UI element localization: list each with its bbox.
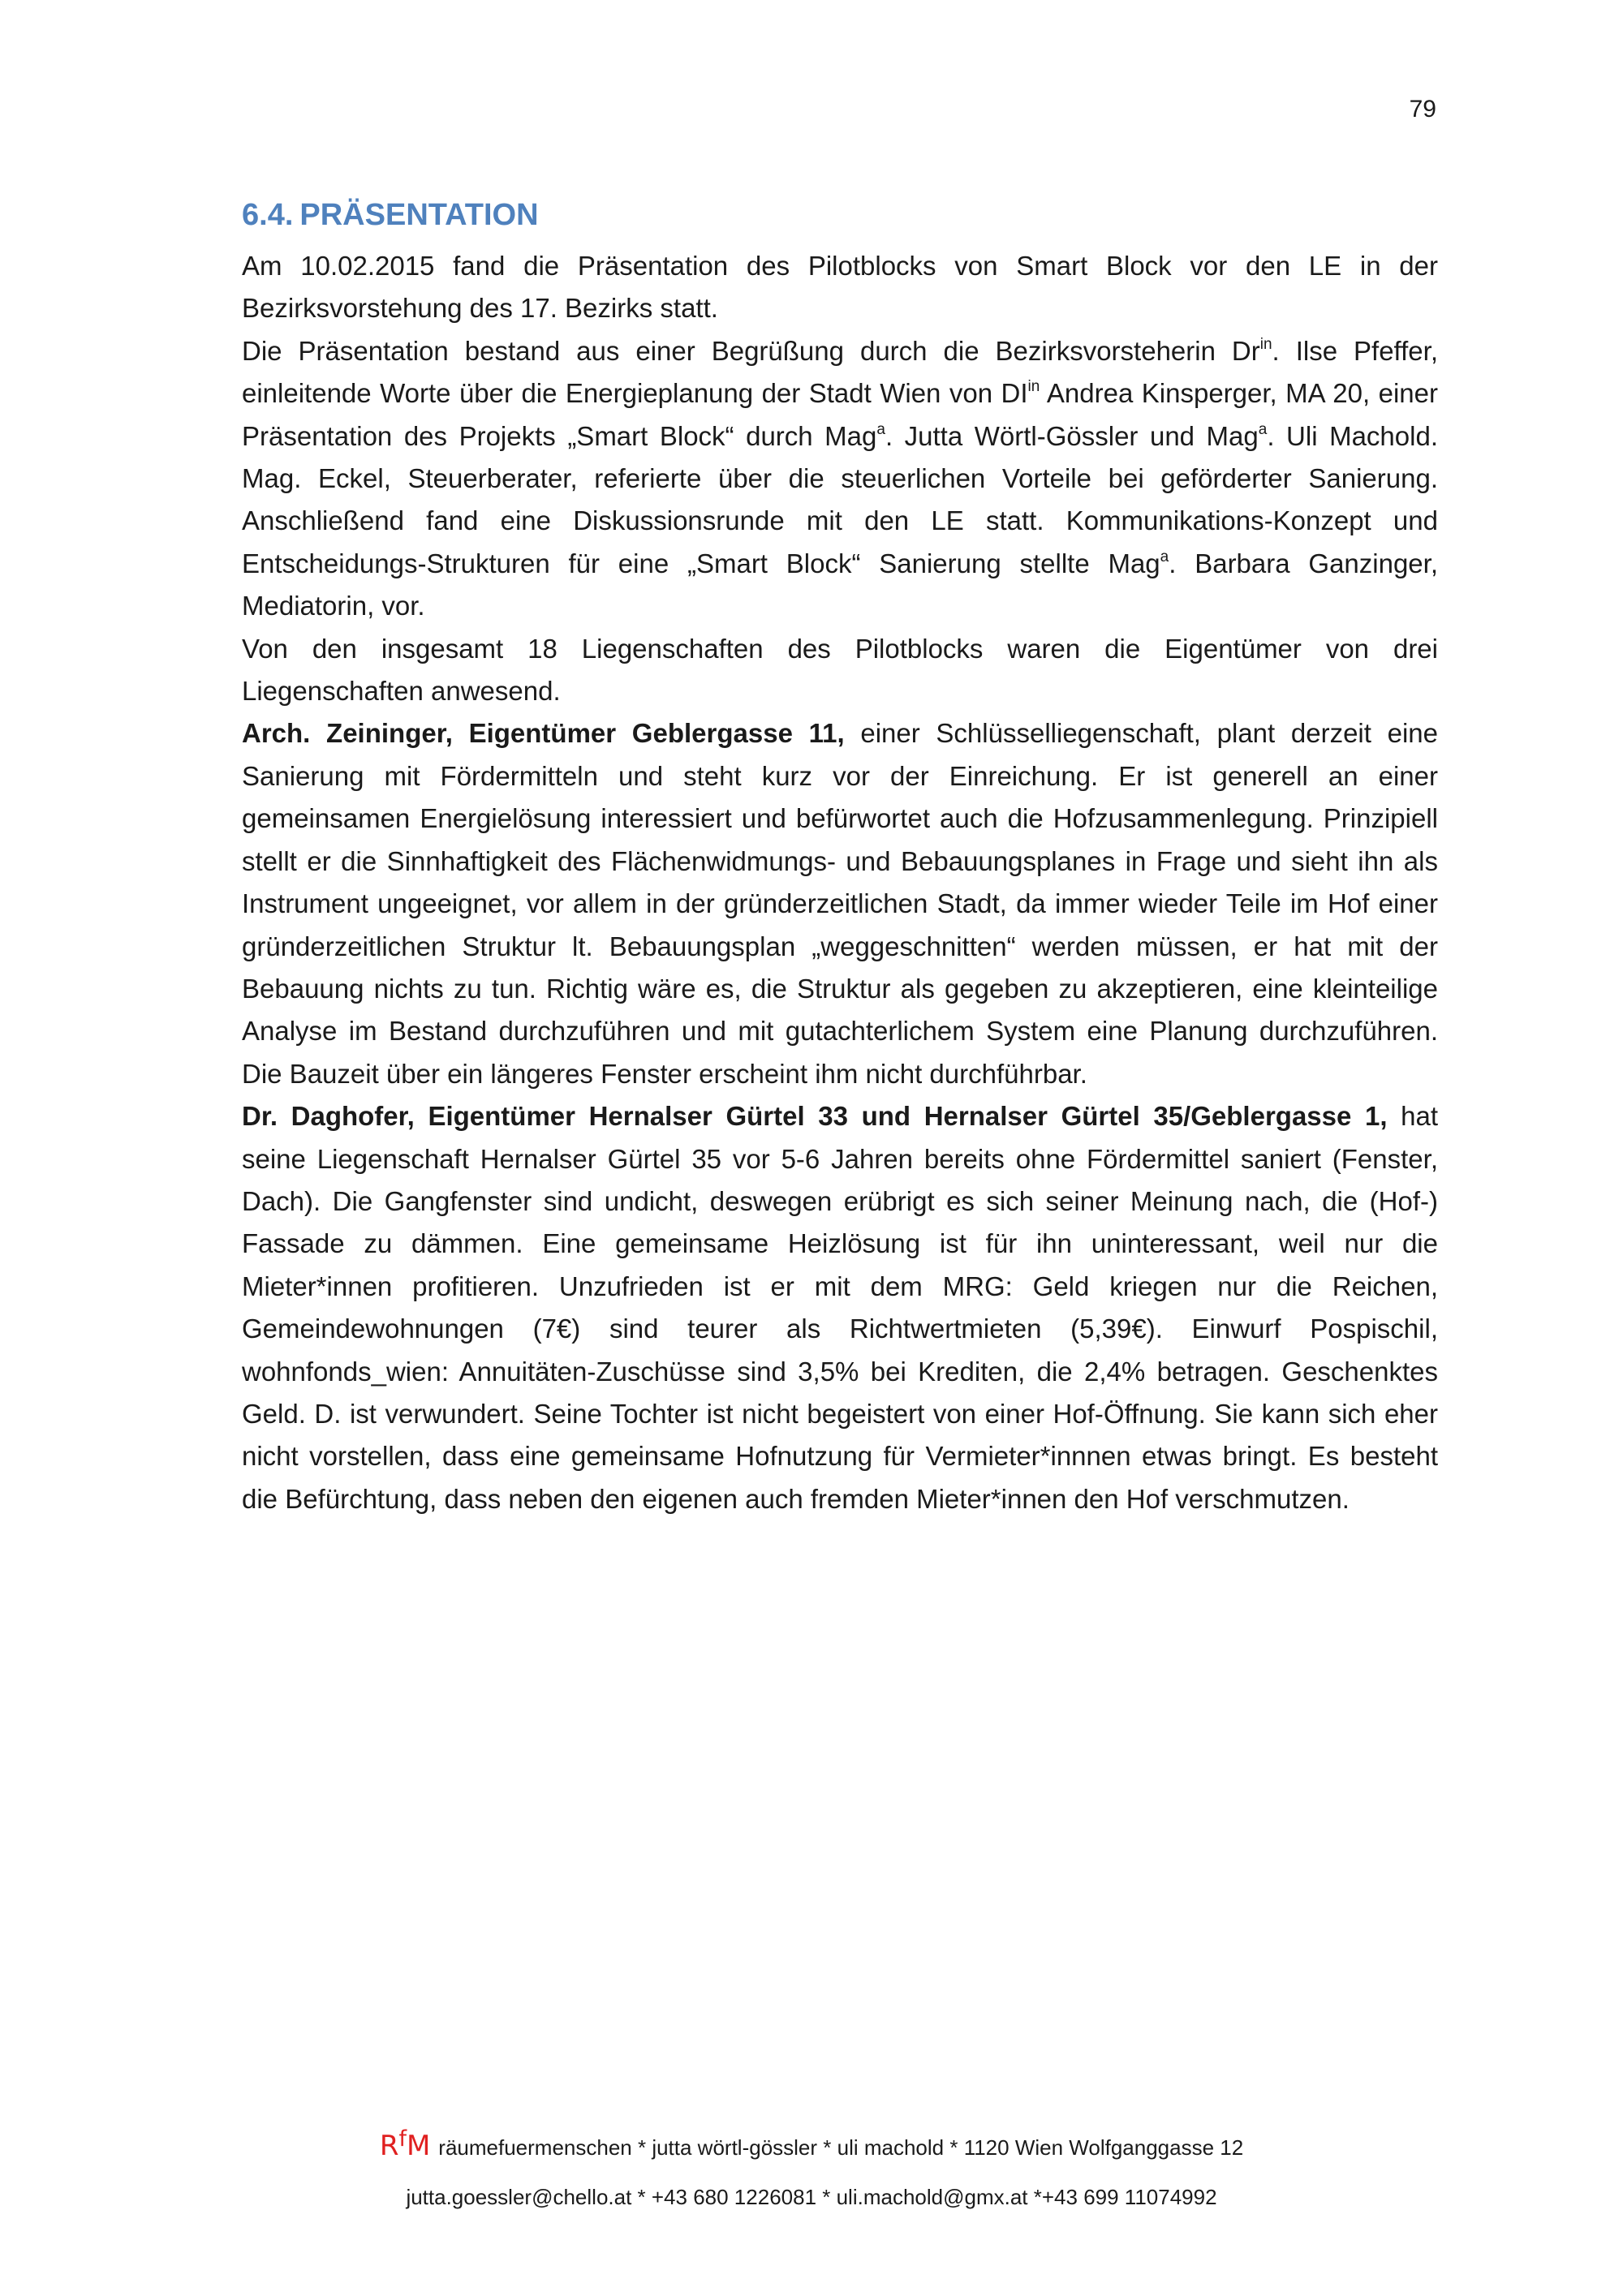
speaker-label: Dr. Daghofer, Eigentümer Hernalser Gürtel 33 und Hernalser Gürtel 35/Geblergasse 1, (242, 1101, 1388, 1132)
text-run: Andrea Kinsperger, MA 20, einer Präsentation des Projekts „Smart Block“ durch Mag (242, 378, 1438, 451)
logo-letter-m: M (406, 2130, 431, 2162)
text-run: Die Präsentation bestand aus einer Begrüßung durch die Bezirksvorsteherin Dr (242, 335, 1260, 366)
text-run: . Barbara Ganzinger, Mediatorin, vor. (242, 548, 1438, 621)
section-number: 6.4. (242, 198, 294, 232)
footer-line-1: räumefuermenschen * jutta wörtl-gössler * uli machold * 1120 Wien Wolfganggasse 12 (438, 2135, 1244, 2160)
superscript: a (1160, 548, 1169, 565)
footer-address (0, 2126, 1623, 2162)
superscript: a (876, 420, 885, 438)
text-run: hat seine Liegenschaft Hernalser Gürtel 35 vor 5-6 Jahren bereits ohne Fördermittel saniert (Fenster, Dach). Die Gangfenster sind undicht, deswegen erübrigt es sich seiner Meinung nach, die (Hof-) Fassade zu dämmen. Eine gemeinsame Heizlösung ist für ihn uninteressant, weil nur die Mieter*innen profitieren. Unzufrieden ist er mit dem MRG: Geld kriegen nur die Reichen, Gemeindewohnungen (7€) sind teurer als Richtwertmieten (5,39€). Einwurf Pospischil, wohnfonds_wien: Annuitäten-Zuschüsse sind 3,5% bei Krediten, die 2,4% betragen. Geschenktes Geld. D. ist verwundert. Seine Tochter ist nicht begeistert von einer Hof-Öffnung. Sie kann sich eher nicht vorstellen, dass eine gemeinsame Hofnutzung für Vermieter*innnen etwas bringt. Es besteht die Befürchtung, dass neben den eigenen auch fremden Mieter*innen den Hof verschmutzen. (242, 1101, 1439, 1514)
superscript: a (1258, 420, 1268, 438)
logo-letter-f: f (398, 2126, 407, 2152)
superscript: in (1027, 378, 1040, 396)
text-run: . Ilse Pfeffer, einleitende Worte über die Energieplanung der Stadt Wien von DI (242, 335, 1438, 409)
paragraph-zeininger (242, 712, 1438, 1095)
paragraph-daghofer (242, 1095, 1438, 1520)
section-heading (242, 193, 1438, 237)
section-title: PRÄSENTATION (299, 198, 539, 232)
paragraph-presentation (242, 330, 1438, 628)
text-run: einer Schlüsselliegenschaft, plant derzeit eine Sanierung mit Fördermitteln und steht kurz vor der Einreichung. Er ist generell an einer gemeinsamen Energielösung interessiert und befürwortet auch die Hofzusammenlegung. Prinzipiell stellt er die Sinnhaftigkeit des Flächenwidmungs- und Bebauungsplanes in Frage und sieht ihn als Instrument ungeeignet, vor allem in der gründerzeitlichen Stadt, da immer wieder Teile im Hof einer gründerzeitlichen Struktur lt. Bebauungsplan „weggeschnitten“ werden müssen, er hat mit der Bebauung nichts zu tun. Richtig wäre es, die Struktur als gegeben zu akzeptieren, eine kleinteilige Analyse im Bestand durchzuführen und mit gutachterlichem System eine Planung durchzuführen. Die Bauzeit über ein längeres Fenster erscheint ihm nicht durchführbar. (242, 718, 1438, 1089)
paragraph-intro: Am 10.02.2015 fand die Präsentation des Pilotblocks von Smart Block vor den LE in der Bezirksvorstehung des 17. Bezirks statt. (242, 251, 1438, 324)
footer-contact: jutta.goessler@chello.at * +43 680 1226081 * uli.machold@gmx.at *+43 699 11074992 (406, 2185, 1217, 2209)
text-run: . Jutta Wörtl-Gössler und Mag (885, 420, 1259, 451)
logo-letter-r: R (379, 2130, 399, 2162)
speaker-label: Arch. Zeininger, Eigentümer Geblergasse 11, (242, 718, 845, 749)
page-number: 79 (1409, 96, 1436, 123)
superscript: in (1259, 335, 1272, 353)
document-body (242, 193, 1438, 1520)
paragraph-attendance: Von den insgesamt 18 Liegenschaften des Pilotblocks waren die Eigentümer von drei Liegenschaften anwesend. (242, 633, 1438, 707)
text-run: . Uli Machold. Mag. Eckel, Steuerberater, referierte über die steuerlichen Vorteile bei geförderter Sanierung. Anschließend fand eine Diskussionsrunde mit den LE statt. Kommunikations-Konzept und Entscheidungs-Strukturen für eine „Smart Block“ Sanierung stellte Mag (242, 420, 1438, 578)
rfm-logo (379, 2126, 431, 2162)
